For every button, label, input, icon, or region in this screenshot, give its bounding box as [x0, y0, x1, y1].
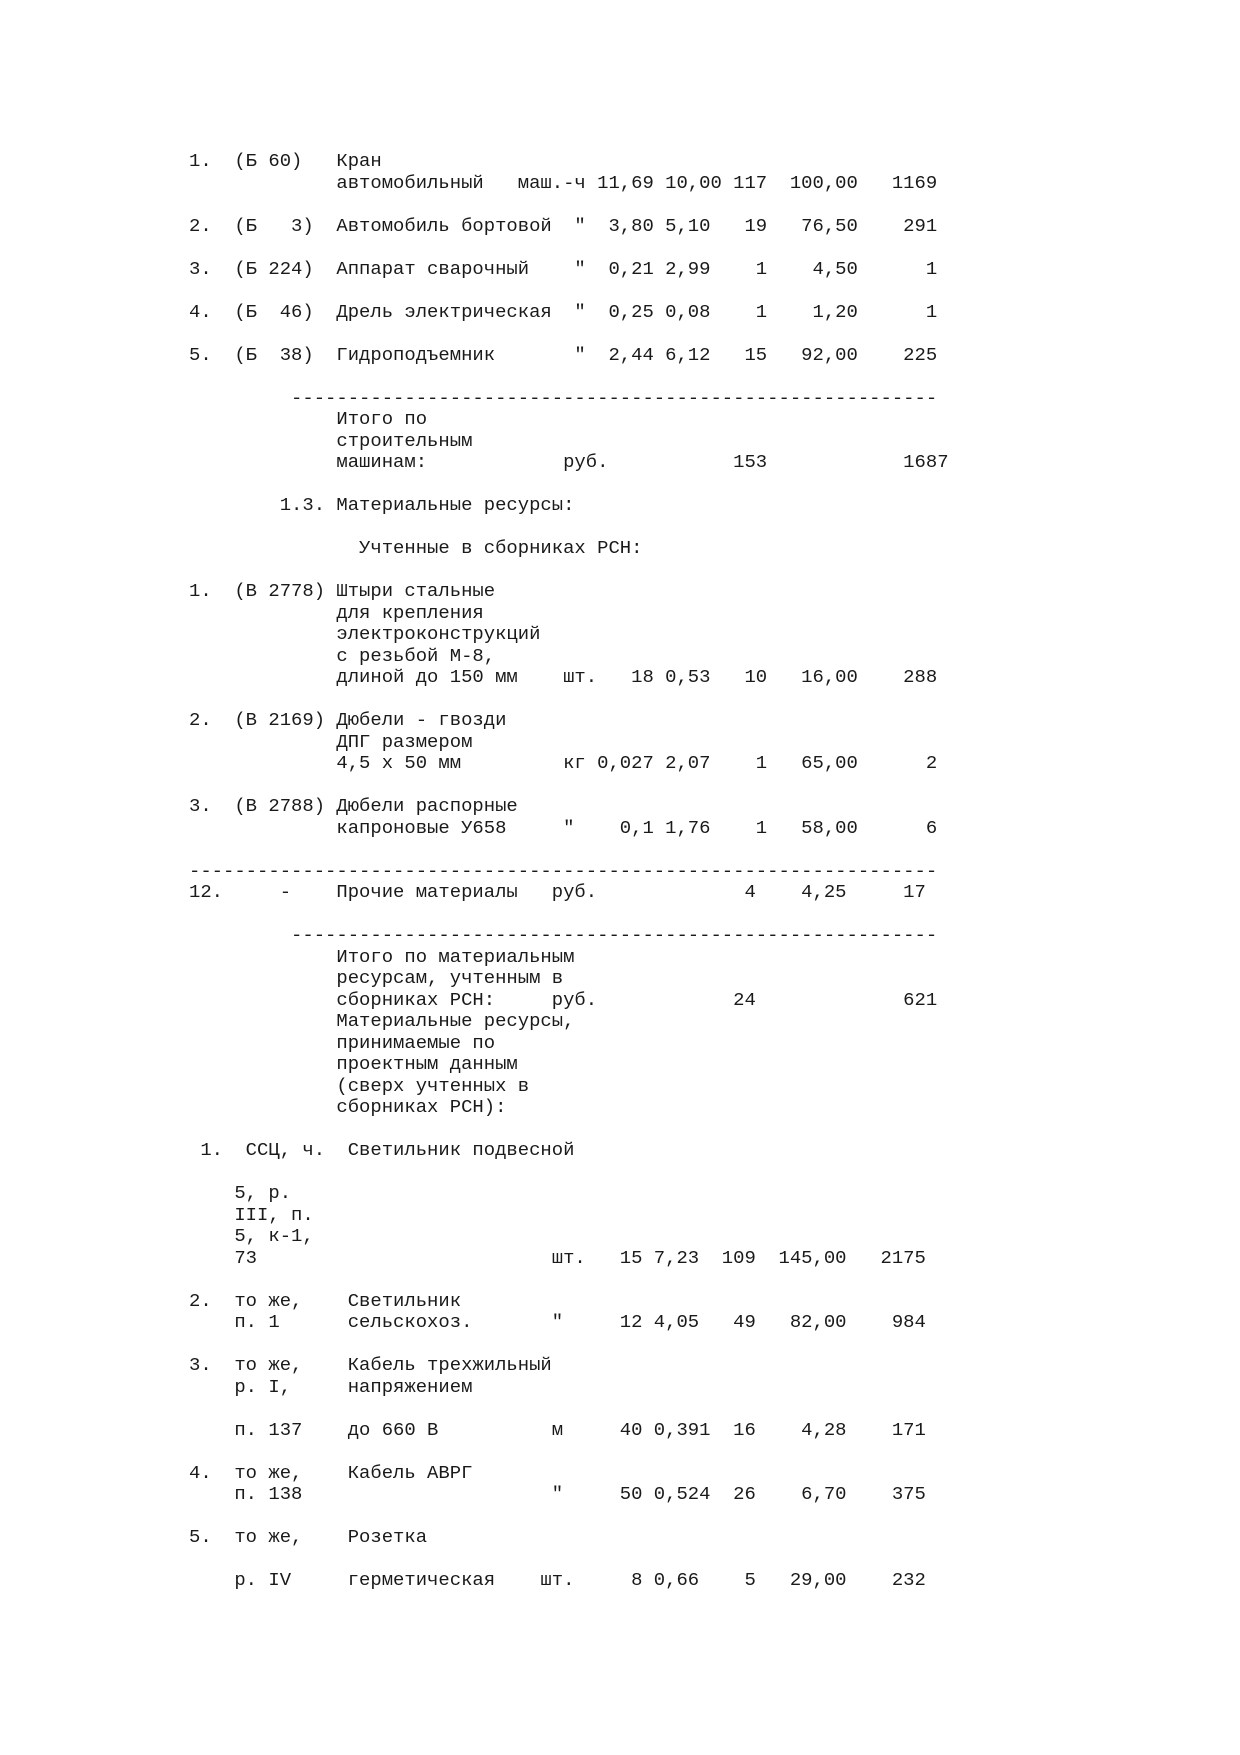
text-line: [189, 775, 949, 797]
text-line: [189, 1162, 949, 1184]
text-line: принимаемые по: [189, 1031, 496, 1054]
text-line: п. 137 до 660 В м 40 0,391 16 4,28 171: [189, 1418, 926, 1441]
text-line: [189, 237, 949, 259]
text-line: [189, 474, 949, 496]
text-line: ---------------------------------------------------------: [189, 924, 938, 946]
text-line: 3. (Б 224) Аппарат сварочный " 0,21 2,99 1 4,50 1: [189, 257, 938, 280]
text-line: (сверх учтенных в: [189, 1074, 530, 1097]
text-line: 4,5 x 50 мм кг 0,027 2,07 1 65,00 2: [189, 752, 938, 774]
text-line: 2. (В 2169) Дюбели - гвозди: [189, 709, 507, 731]
text-line: ---------------------------------------------------------: [189, 386, 938, 409]
text-line: 1.3. Материальные ресурсы:: [189, 494, 575, 516]
text-line: ресурсам, учтенным в: [189, 967, 564, 989]
text-line: п. 1 сельскохоз. " 12 4,05 49 82,00 984: [189, 1311, 926, 1333]
text-line: [189, 1119, 949, 1141]
text-line: автомобильный маш.-ч 11,69 10,00 117 100,00 1169: [189, 171, 938, 194]
text-line: р. IV герметическая шт. 8 0,66 5 29,00 232: [189, 1569, 926, 1591]
text-line: 1. (Б 60) Кран: [189, 150, 382, 172]
text-line: 4. то же, Кабель АВРГ: [189, 1461, 473, 1484]
text-line: Материальные ресурсы,: [189, 1010, 575, 1032]
text-line: [189, 194, 949, 216]
text-line: 3. то же, Кабель трехжильный: [189, 1354, 552, 1376]
text-line: 5, к-1,: [189, 1225, 314, 1247]
text-line: [189, 366, 949, 388]
text-line: [189, 904, 949, 926]
text-line: [189, 280, 949, 302]
text-line: 2. (Б 3) Автомобиль бортовой " 3,80 5,10 19 76,50 291: [189, 214, 938, 237]
text-line: 3. (В 2788) Дюбели распорные: [189, 795, 518, 817]
text-line: Итого по: [189, 408, 428, 430]
text-line: [189, 1269, 949, 1291]
text-line: [189, 1398, 949, 1420]
text-line: Учтенные в сборниках РСН:: [189, 537, 643, 559]
text-line: III, п.: [189, 1203, 314, 1226]
text-line: Итого по материальным: [189, 945, 575, 968]
text-line: сборниках РСН):: [189, 1096, 507, 1118]
text-line: для крепления: [189, 601, 484, 624]
text-line: [189, 517, 949, 539]
text-line: проектным данным: [189, 1053, 518, 1075]
text-line: 73 шт. 15 7,23 109 145,00 2175: [189, 1246, 926, 1269]
text-line: строительным: [189, 429, 473, 452]
text-line: [189, 1506, 949, 1528]
text-line: ------------------------------------------------------------------: [189, 859, 938, 882]
text-line: [189, 689, 949, 711]
text-line: [189, 323, 949, 345]
text-line: сборниках РСН: руб. 24 621: [189, 988, 938, 1011]
text-line: 5, р.: [189, 1182, 292, 1204]
text-line: [189, 839, 949, 861]
text-line: электроконструкций: [189, 623, 541, 645]
text-line: [189, 1549, 949, 1571]
document-body: [189, 151, 949, 1592]
text-line: капроновые У658 " 0,1 1,76 1 58,00 6: [189, 816, 938, 839]
text-line: п. 138 " 50 0,524 26 6,70 375: [189, 1483, 926, 1505]
text-line: длиной до 150 мм шт. 18 0,53 10 16,00 288: [189, 666, 938, 688]
text-line: р. I, напряжением: [189, 1375, 473, 1398]
text-line: 5. (Б 38) Гидроподъемник " 2,44 6,12 15 92,00 225: [189, 343, 938, 366]
text-line: [189, 560, 949, 582]
text-line: [189, 1441, 949, 1463]
text-line: 4. (Б 46) Дрель электрическая " 0,25 0,08 1 1,20 1: [189, 300, 938, 323]
text-line: 1. (В 2778) Штыри стальные: [189, 580, 496, 602]
text-line: 1. ССЦ, ч. Светильник подвесной: [189, 1139, 575, 1161]
text-line: с резьбой М-8,: [189, 644, 496, 667]
text-line: 5. то же, Розетка: [189, 1526, 428, 1548]
text-line: ДПГ размером: [189, 730, 473, 753]
text-line: машинам: руб. 153 1687: [189, 451, 949, 473]
text-line: [189, 1334, 949, 1356]
text-line: 12. - Прочие материалы руб. 4 4,25 17: [189, 881, 926, 903]
text-line: 2. то же, Светильник: [189, 1289, 462, 1312]
